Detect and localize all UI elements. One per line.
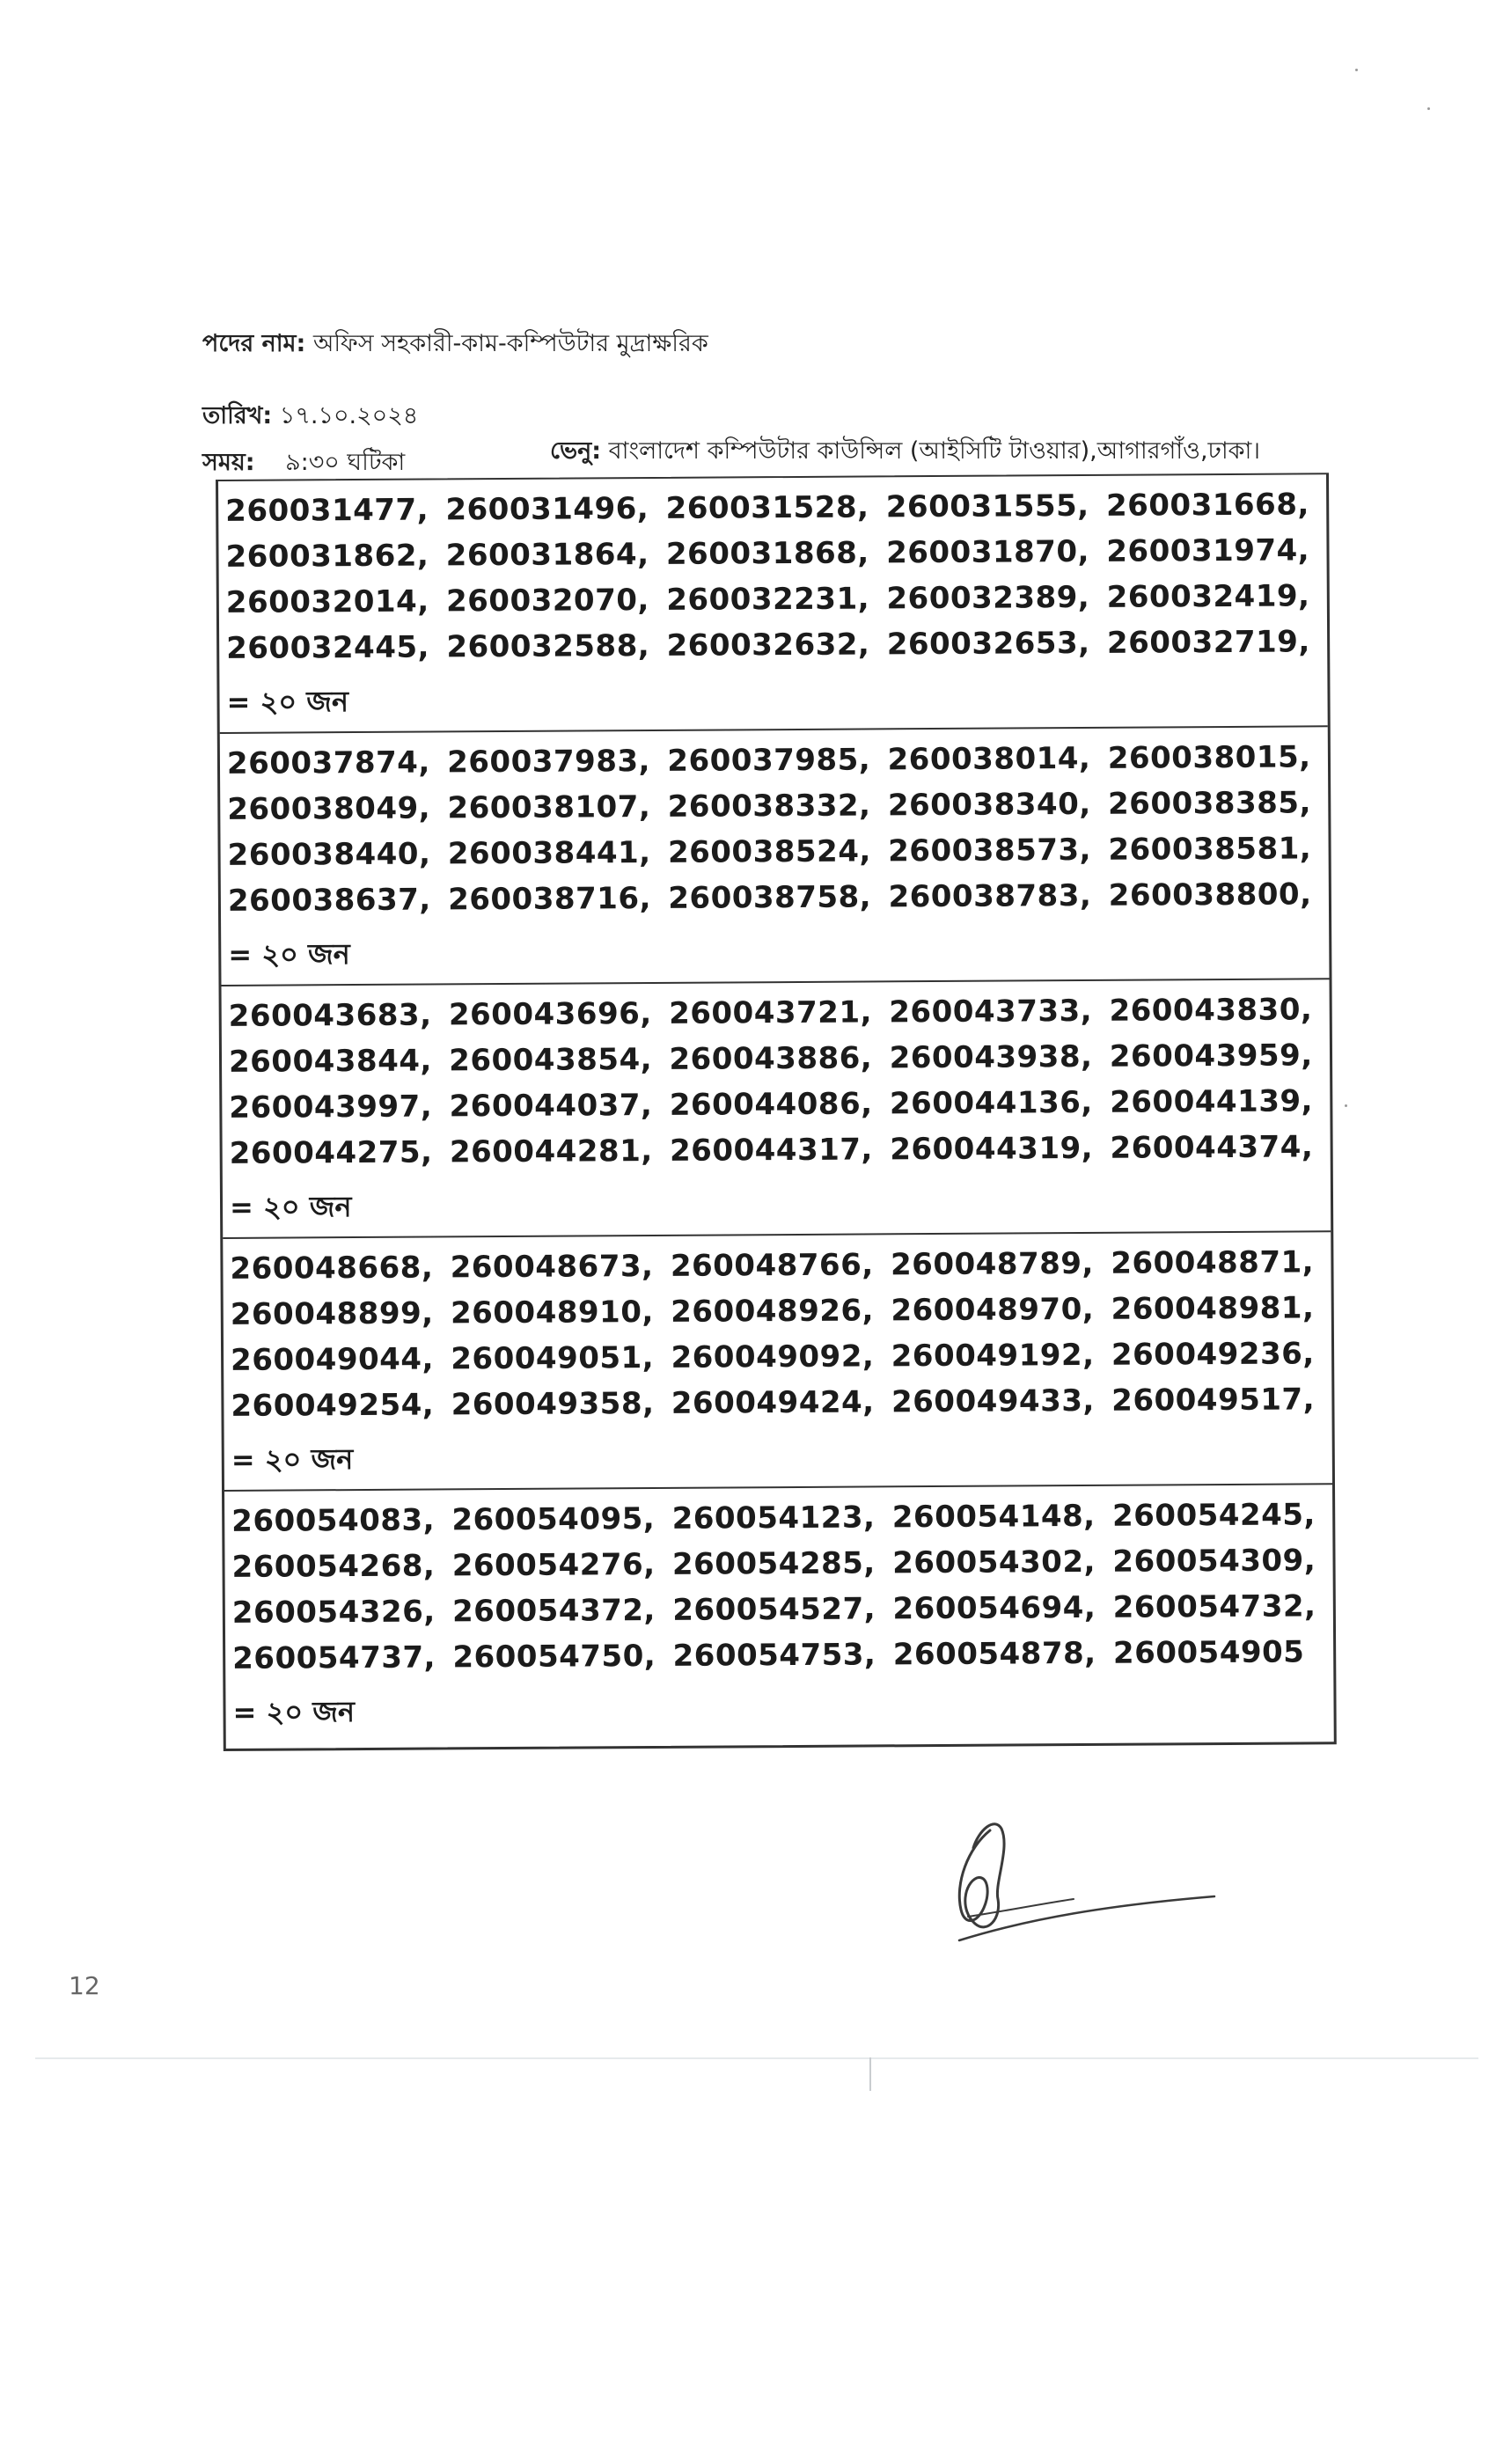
time-value: ৯:৩০ ঘটিকা <box>285 449 406 476</box>
roll-number: 260049051, <box>451 1339 655 1377</box>
roll-number: 260044136, <box>889 1084 1093 1122</box>
time-label: সময়: <box>202 449 255 476</box>
roll-number: 260054750, <box>452 1638 656 1676</box>
roll-number: 260043830, <box>1109 992 1313 1029</box>
roll-number: 260038800, <box>1108 876 1312 913</box>
roll-number: 260054905 <box>1112 1634 1305 1671</box>
roll-row <box>227 825 1328 878</box>
roll-row <box>227 734 1328 787</box>
roll-number: 260049424, <box>671 1384 875 1421</box>
roll-number: 260054302, <box>892 1544 1096 1581</box>
roll-number: 260048910, <box>450 1294 654 1331</box>
roll-number: 260043696, <box>448 995 652 1033</box>
roll-number: 260031868, <box>665 535 869 572</box>
roll-number: 260038716, <box>448 880 652 918</box>
roll-number: 260032653, <box>886 625 1090 663</box>
roll-number: 260031864, <box>445 536 649 574</box>
roll-number: 260038049, <box>227 790 431 827</box>
roll-row <box>232 1629 1333 1682</box>
roll-row <box>226 573 1327 626</box>
roll-number: 260049433, <box>891 1382 1095 1420</box>
roll-number: 260044317, <box>669 1132 874 1169</box>
roll-number: 260044281, <box>449 1133 653 1170</box>
roll-number: 260049517, <box>1111 1382 1316 1419</box>
roll-row <box>229 986 1330 1039</box>
scan-speck <box>1355 69 1358 71</box>
roll-number: 260031555, <box>885 488 1089 525</box>
roll-row <box>231 1285 1331 1338</box>
scan-speck <box>1427 107 1430 110</box>
roll-number: 260038385, <box>1107 785 1312 822</box>
roll-row <box>230 1124 1331 1177</box>
roll-row <box>226 619 1327 671</box>
roll-number: 260054753, <box>672 1637 876 1674</box>
candidate-count: = ২০ জন <box>232 1695 356 1729</box>
roll-block <box>224 1485 1334 1744</box>
roll-number: 260038332, <box>667 788 871 825</box>
roll-number: 260038783, <box>888 877 1092 915</box>
post-label: পদের নাম: <box>202 330 306 357</box>
roll-number: 260038524, <box>667 833 871 870</box>
roll-number: 260031528, <box>665 489 869 526</box>
roll-block <box>220 727 1330 986</box>
date-label: তারিখ: <box>202 402 273 429</box>
roll-number: 260054372, <box>451 1592 656 1630</box>
roll-number: 260031496, <box>445 490 649 528</box>
roll-number: 260032419, <box>1106 578 1310 615</box>
roll-row <box>228 871 1329 924</box>
roll-number: 260054083, <box>231 1502 436 1539</box>
roll-number: 260038015, <box>1107 739 1311 776</box>
roll-number: 260032445, <box>226 629 430 666</box>
roll-number: 260032014, <box>225 583 429 620</box>
roll-row <box>229 1078 1330 1131</box>
scan-speck <box>1345 1104 1347 1107</box>
exam-date-line <box>202 398 418 437</box>
roll-number: 260049358, <box>451 1385 655 1423</box>
roll-number: 260032231, <box>666 581 870 618</box>
roll-number: 260038637, <box>227 882 431 919</box>
roll-number: 260054095, <box>451 1500 656 1538</box>
candidate-count: = ২০ জন <box>226 685 349 719</box>
roll-number: 260044037, <box>449 1087 653 1125</box>
roll-number: 260038014, <box>887 740 1091 778</box>
roll-row <box>229 1032 1330 1085</box>
roll-block <box>222 979 1331 1239</box>
roll-row <box>225 481 1326 534</box>
roll-number: 260054732, <box>1112 1588 1316 1625</box>
roll-number: 260049044, <box>230 1341 435 1378</box>
roll-number: 260049236, <box>1111 1336 1315 1373</box>
roll-number: 260049254, <box>231 1387 435 1424</box>
roll-number: 260044086, <box>669 1086 873 1123</box>
roll-row <box>227 780 1328 832</box>
roll-number: 260054123, <box>671 1500 876 1536</box>
roll-number: 260032070, <box>445 582 650 620</box>
roll-number: 260049192, <box>891 1337 1095 1375</box>
roll-number: 260054326, <box>231 1594 436 1631</box>
roll-number: 260043959, <box>1109 1038 1313 1074</box>
roll-number: 260038758, <box>668 879 872 916</box>
roll-number: 260038440, <box>227 836 431 873</box>
roll-number: 260048789, <box>890 1245 1095 1283</box>
roll-number: 260048673, <box>450 1248 654 1286</box>
venue-line <box>550 433 1260 473</box>
roll-number: 260048970, <box>891 1291 1095 1329</box>
roll-number: 260054527, <box>672 1591 876 1628</box>
roll-number: 260038107, <box>447 788 651 826</box>
footer-divider <box>35 2057 1478 2059</box>
roll-number: 260048871, <box>1111 1244 1315 1281</box>
roll-number: 260043886, <box>669 1040 873 1077</box>
date-value: ১৭.১০.২০২৪ <box>279 402 419 429</box>
roll-number: 260032719, <box>1106 624 1310 661</box>
roll-row <box>225 527 1326 580</box>
roll-number: 260037983, <box>447 743 651 781</box>
roll-number: 260054694, <box>892 1589 1096 1627</box>
roll-number: 260048899, <box>230 1295 434 1332</box>
roll-row <box>231 1376 1331 1429</box>
roll-number: 260031974, <box>1106 532 1310 569</box>
roll-number: 260031870, <box>886 533 1090 571</box>
roll-number: 260054878, <box>892 1635 1096 1673</box>
roll-number: 260048766, <box>670 1247 874 1284</box>
roll-number-table <box>216 473 1337 1751</box>
roll-number: 260054309, <box>1112 1543 1316 1580</box>
roll-number: 260043721, <box>669 994 873 1031</box>
roll-number: 260049092, <box>671 1338 875 1375</box>
venue-label: ভেনু: <box>550 437 601 465</box>
roll-row <box>231 1331 1331 1383</box>
roll-number: 260054148, <box>891 1498 1096 1536</box>
roll-block <box>218 474 1328 734</box>
roll-number: 260031862, <box>225 538 429 575</box>
roll-row <box>230 1239 1331 1292</box>
roll-number: 260037874, <box>226 744 430 781</box>
page-number: 12 <box>69 1971 100 2000</box>
roll-block <box>223 1232 1332 1492</box>
roll-number: 260031668, <box>1105 487 1309 524</box>
roll-number: 260043854, <box>449 1041 653 1079</box>
roll-number: 260032389, <box>886 579 1090 617</box>
roll-number: 260044319, <box>890 1130 1094 1168</box>
roll-number: 260044139, <box>1110 1083 1314 1120</box>
roll-number: 260043733, <box>889 993 1093 1030</box>
roll-number: 260037985, <box>667 742 871 779</box>
roll-number: 260044275, <box>229 1134 433 1171</box>
roll-number: 260054737, <box>232 1639 436 1676</box>
footer-tick-mark <box>869 2057 871 2091</box>
roll-number: 260032588, <box>446 627 650 665</box>
roll-number: 260038573, <box>888 832 1092 869</box>
roll-number: 260044374, <box>1110 1129 1314 1166</box>
roll-number: 260054276, <box>451 1546 656 1584</box>
signature <box>906 1813 1223 1954</box>
roll-row <box>231 1537 1332 1590</box>
roll-number: 260043844, <box>228 1043 433 1080</box>
roll-number: 260054245, <box>1111 1497 1316 1534</box>
roll-number: 260031477, <box>225 492 429 529</box>
roll-row <box>232 1583 1333 1636</box>
post-value: অফিস সহকারী-কাম-কম্পিউটার মুদ্রাক্ষরিক <box>312 330 708 357</box>
candidate-count: = ২০ জন <box>231 1442 354 1477</box>
candidate-count: = ২০ জন <box>228 937 350 972</box>
post-name-line <box>202 326 708 365</box>
roll-number: 260054268, <box>231 1548 436 1585</box>
roll-number: 260048981, <box>1111 1290 1315 1327</box>
candidate-count: = ২০ জন <box>229 1190 352 1224</box>
roll-number: 260043938, <box>889 1038 1093 1076</box>
roll-number: 260043683, <box>228 997 432 1034</box>
roll-number: 260032632, <box>666 627 870 664</box>
roll-number: 260038581, <box>1108 831 1312 868</box>
roll-number: 260054285, <box>671 1545 876 1582</box>
roll-number: 260038340, <box>887 786 1091 824</box>
roll-number: 260048668, <box>230 1250 434 1287</box>
roll-number: 260043997, <box>229 1089 433 1126</box>
roll-row <box>231 1492 1332 1544</box>
venue-value: বাংলাদেশ কম্পিউটার কাউন্সিল (আইসিটি টাওয়ার),আগারগাঁও,ঢাকা। <box>608 437 1261 465</box>
roll-number: 260048926, <box>671 1293 875 1330</box>
roll-number: 260038441, <box>447 834 651 872</box>
